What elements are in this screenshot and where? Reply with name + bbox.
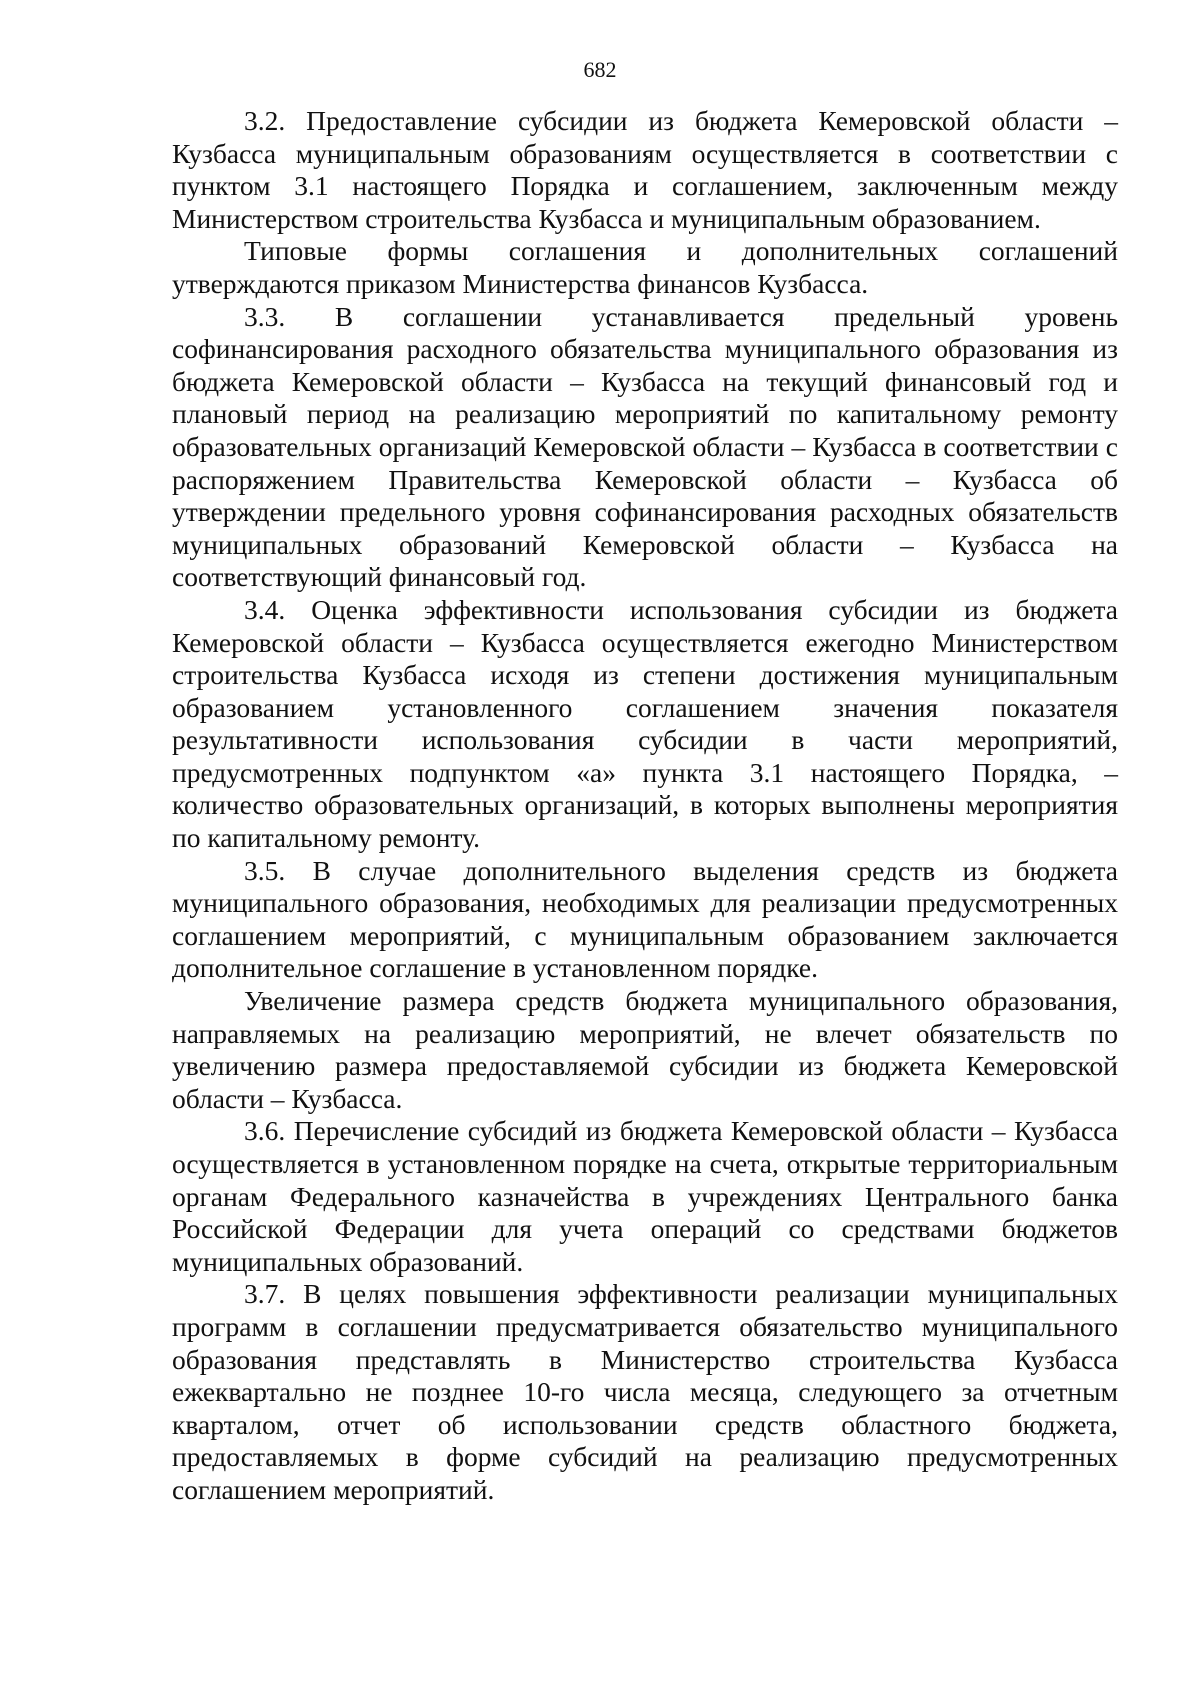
paragraph-3-6: 3.6. Перечисление субсидий из бюджета Кемеровской области – Кузбасса осуществляется в установленном порядке на счета, открытые территориальным органам Федерального казначейства в учреждениях Центрального банка Российской Федерации для учета операций со средствами бюджетов муниципальных образований. [172,1115,1118,1277]
paragraph-standard-forms: Типовые формы соглашения и дополнительных соглашений утверждаются приказом Министерства финансов Кузбасса. [172,235,1118,299]
page-number: 682 [583,57,617,82]
paragraph-3-4: 3.4. Оценка эффективности использования субсидии из бюджета Кемеровской области – Кузбасса осуществляется ежегодно Министерством строительства Кузбасса исходя из степени достижения муниципальным образованием установленного соглашением значения показателя результативности использования субсидии в части мероприятий, предусмотренных подпунктом «а» пункта 3.1 настоящего Порядка, – количество образовательных организаций, в которых выполнены мероприятия по капитальному ремонту. [172,593,1118,854]
paragraph-3-3: 3.3. В соглашении устанавливается предельный уровень софинансирования расходного обязательства муниципального образования из бюджета Кемеровской области – Кузбасса на текущий финансовый год и плановый период на реализацию мероприятий по капитальному ремонту образовательных организаций Кемеровской области – Кузбасса в соответствии с распоряжением Правительства Кемеровской области – Кузбасса об утверждении предельного уровня софинансирования расходных обязательств муниципальных образований Кемеровской области – Кузбасса на соответствующий финансовый год. [172,300,1118,593]
paragraph-3-7: 3.7. В целях повышения эффективности реализации муниципальных программ в соглашении предусматривается обязательство муниципального образования представлять в Министерство строительства Кузбасса ежеквартально не позднее 10-го числа месяца, следующего за отчетным кварталом, отчет об использовании средств областного бюджета, предоставляемых в форме субсидий на реализацию предусмотренных соглашением мероприятий. [172,1278,1118,1505]
paragraph-budget-increase: Увеличение размера средств бюджета муниципального образования, направляемых на реализацию мероприятий, не влечет обязательств по увеличению размера предоставляемой субсидии из бюджета Кемеровской области – Кузбасса. [172,985,1118,1114]
paragraph-3-2: 3.2. Предоставление субсидии из бюджета Кемеровской области – Кузбасса муниципальным образованиям осуществляется в соответствии с пунктом 3.1 настоящего Порядка и соглашением, заключенным между Министерством строительства Кузбасса и муниципальным образованием. [172,105,1118,234]
document-body [172,105,1118,1507]
paragraph-3-5: 3.5. В случае дополнительного выделения средств из бюджета муниципального образования, необходимых для реализации предусмотренных соглашением мероприятий, с муниципальным образованием заключается дополнительное соглашение в установленном порядке. [172,854,1118,984]
